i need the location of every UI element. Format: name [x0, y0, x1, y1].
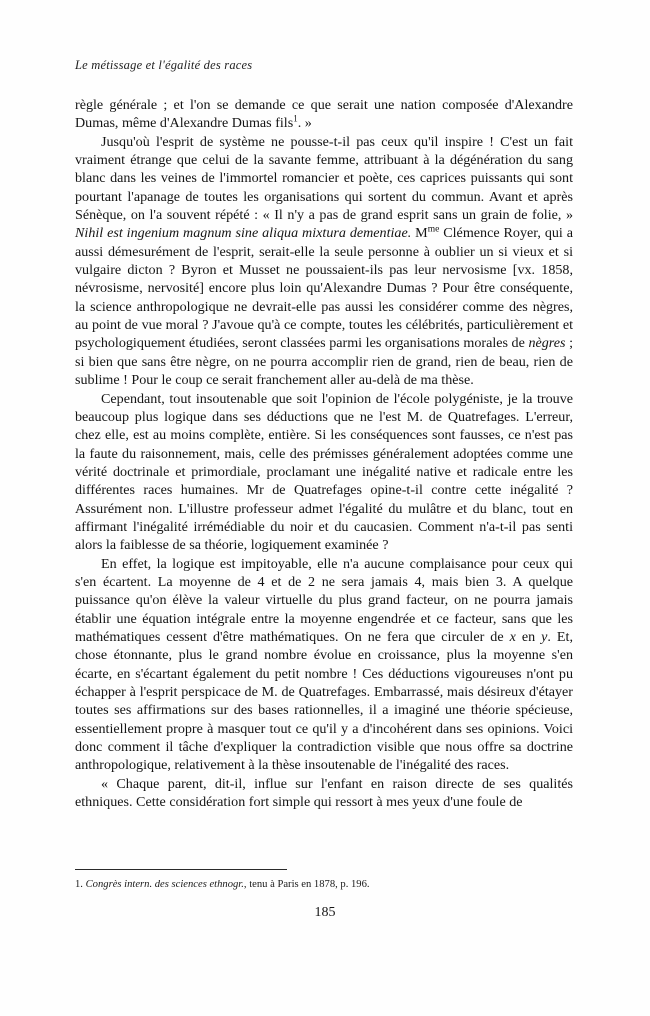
text-run: ; si bien que sans être nègre, on ne pourra accomplir rien de grand, rien de beau, rien de sublime ! Pour le coup ce serait franchement aller au-delà de ma thèse. — [75, 335, 573, 389]
text-run: Jusqu'où l'esprit de système ne pousse-t-il pas ceux qu'il inspire ! C'est un fait vraiment étrange que celui de la savante femme, attribuant à la dégénération du sang blanc dans les veines de l'immortel romancier et poète, ces caprices puissants qui sont pourtant l'apanage de toutes les organisations qui sortent du commun. Avant et après Sénèque, on l'a souvent répété : « Il n'y a pas de grand esprit sans un grain de folie, » — [75, 133, 573, 224]
text-run: . » — [297, 115, 312, 132]
text-run: règle générale ; et l'on se demande ce que serait une nation composée d'Alexandre Dumas, même d'Alexandre Dumas fils — [75, 97, 573, 132]
text-run: . Et, chose étonnante, plus le grand nombre évolue en croissance, plus la moyenne s'en écarte, en s'écartant également du petit nombre ! Ces déductions vigoureuses n'ont pu échapper à l'esprit perspicace de M. de Quatrefages. Embarrassé, mais désireux d'étayer toutes ses affirmations sur des bases rationnelles, il a imaginé une théorie spécieuse, essentiellement propre à masquer tout ce qu'il y a d'incohérent dans ses opinions. Voici donc comment il tâche d'expliquer la contradiction visible que nous offre sa doctrine anthropologique, relativement à la thèse insoutenable de l'inégalité des races. — [75, 628, 573, 774]
math-variable-y: y — [541, 628, 548, 645]
paragraph — [75, 390, 573, 555]
abbreviation-superscript: me — [427, 224, 440, 235]
footnote — [75, 878, 573, 892]
page-number: 185 — [314, 905, 336, 920]
footnote-marker[interactable]: 1 — [293, 113, 298, 124]
paragraph — [75, 96, 573, 133]
latin-quotation: Nihil est ingenium magnum sine aliqua mixtura dementiae. — [75, 225, 412, 242]
paragraph — [75, 133, 573, 390]
math-variable-x: x — [509, 628, 516, 645]
text-run: en — [515, 628, 542, 645]
text-run: M — [411, 225, 428, 242]
footnote-detail: , tenu à Paris en 1878, p. 196. — [243, 879, 370, 890]
footnote-separator-rule — [75, 869, 287, 870]
text-run: En effet, la logique est impitoyable, elle n'a aucune complaisance pour ceux qui s'en écartent. La moyenne de 4 et de 2 ne sera jamais 4, mais bien 3. A quelque puissance qu'on élève la valeur virtuelle du plus grand facteur, on ne pourra jamais établir une équation intégrale entre la moyenne engendrée et ce facteur, sans que les mathématiques cessent d'être mathématiques. On ne fera que circuler de — [75, 555, 573, 645]
body-text — [75, 96, 573, 811]
footnote-number: 1. — [75, 879, 83, 890]
text-run: Clémence Royer, qui a aussi démesurément de l'esprit, serait-elle la seule personne à oublier un si vieux et si vulgaire dicton ? Byron et Musset ne poussaient-ils pas leur nervosisme [vx. 1858, névrosisme, nervosité] encore plus loin qu'Alexandre Dumas ? Pour être conséquente, la science anthropologique ne devrait-elle pas aussi les considérer comme des nègres, au point de vue moral ? J'avoue qu'à ce compte, toutes les célébrités, particulièrement et psychologiquement étudiées, seront classées parmi les organisations morales de — [75, 225, 574, 352]
running-head: Le métissage et l'égalité des races — [75, 58, 253, 72]
text-run: « Chaque parent, dit-il, influe sur l'enfant en raison directe de ses qualités ethniques. Cette considération fort simple qui ressort à mes yeux d'une foule de — [75, 775, 573, 811]
footnote-title: Congrès intern. des sciences ethnogr. — [85, 879, 244, 890]
text-run: Cependant, tout insoutenable que soit l'opinion de l'école polygéniste, je la trouve beaucoup plus logique dans ses déductions que ne l'est M. de Quatrefages. L'erreur, chez elle, est au moins complète, entière. Si les conséquences sont fausses, ce n'est pas la faute du raisonnement, mais, celle des prémisses généralement adoptées comme une vérité doctrinale et primordiale, proclamant une inégalité native et radicale entre les différentes races humaines. Mr de Quatrefages opine-t-il contre cette inégalité ? Assurément non. L'illustre professeur admet l'égalité du mulâtre et du blanc, tout en affirmant l'inégalité irrémédiable du noir et du caucasien. Comment n'a-t-il pas senti alors la faiblesse de sa théorie, logiquement examinée ? — [75, 390, 573, 554]
paragraph — [75, 555, 573, 775]
paragraph — [75, 775, 573, 812]
emphasized-word: nègres — [528, 335, 566, 352]
